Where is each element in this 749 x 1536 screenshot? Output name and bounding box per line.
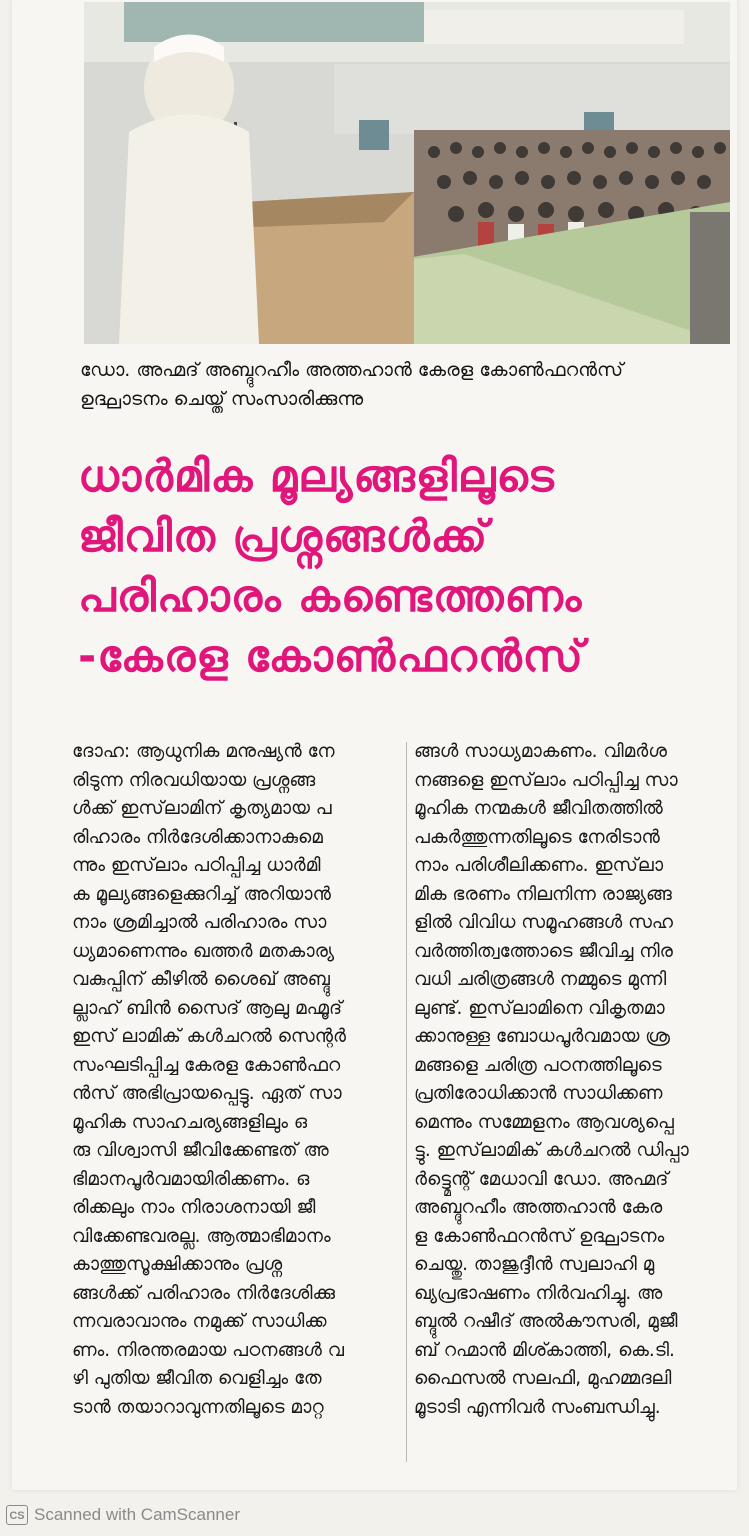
article-column-right (414, 738, 744, 1422)
right-column-line: അബ്ദുറഹീം അത്തഹാൻ കേര (414, 1197, 663, 1218)
article-column-left (72, 738, 400, 1422)
left-column-line: ങ്ങൾക്ക് പരിഹാരം നിർദേശിക്കു (72, 1282, 335, 1304)
left-column-line: ഇസ് ലാമിക് കൾചറൽ സെന്റർ (72, 1026, 346, 1047)
column-divider (406, 742, 407, 1462)
right-column-line: വർത്തിത്വത്തോടെ ജീവിച്ച നിര (414, 940, 673, 962)
camscanner-logo-icon: CS (6, 1505, 28, 1525)
right-column-line: ബ്ദുൽ റഷീദ് അൽകൗസരി, മുജീ (414, 1311, 678, 1332)
scanner-watermark (6, 1505, 240, 1525)
left-column-line: ല്ലാഹ് ബിൻ സൈദ് ആലു മഹ്മൂദ് (72, 997, 343, 1019)
right-column-line: ലുണ്ട്. ഇസ്‌ലാമിനെ വികൃതമാ (414, 997, 665, 1019)
conference-photo (84, 2, 730, 344)
right-column-line: മൂഹിക നന്മകൾ ജീവിതത്തിൽ (414, 798, 663, 819)
headline-line-1: ധാർമിക മൂല്യങ്ങളിലൂടെ (78, 451, 555, 502)
left-column-line: ന്നവരാവാനും നമുക്ക് സാധിക്ക (72, 1311, 327, 1332)
headline (78, 447, 738, 687)
photo-illustration (84, 2, 730, 344)
caption-line-1: ഡോ. അഹ്മദ് അബ്ദുറഹീം അത്തഹാൻ കേരള കോൺഫറൻസ് (80, 359, 624, 381)
right-column-line: പകർത്തുന്നതിലൂടെ നേരിടാൻ (414, 826, 660, 848)
right-column-line: ഫൈസൽ സലഫി, മുഹമ്മദലി (414, 1368, 672, 1389)
left-column-line: ഭിമാനപൂർവമായിരിക്കണം. ഒ (72, 1168, 310, 1190)
left-column-line: രിക്കലും നാം നിരാശനായി ജീ (72, 1197, 316, 1218)
right-column-line: മെന്നും സമ്മേളനം ആവശ്യപ്പെ (414, 1111, 674, 1133)
left-column-line: രിഹാരം നിർദേശിക്കാനാകുമെ (72, 826, 323, 848)
left-column-line: ധ്യമാണെന്നും ഖത്തർ മതകാര്യ (72, 940, 335, 962)
left-column-line: ണം. നിരന്തരമായ പഠനങ്ങൾ വ (72, 1339, 344, 1361)
right-column-line: മങ്ങളെ ചരിത്ര പഠനത്തിലൂടെ (414, 1054, 662, 1076)
left-column-line: കാത്തുസൂക്ഷിക്കാനും പ്രശ്ന (72, 1254, 283, 1275)
left-column-line: ടാൻ തയാറാവുന്നതിലൂടെ മാറ്റ (72, 1396, 324, 1418)
right-column-line: വധി ചരിത്രങ്ങൾ നമ്മുടെ മുന്നി (414, 969, 667, 990)
left-column-line: രു വിശ്വാസി ജീവിക്കേണ്ടത് അ (72, 1140, 329, 1161)
photo-caption (80, 356, 730, 414)
left-column-line: ദോഹ: ആധുനിക മനുഷ്യൻ നേ (72, 741, 335, 762)
left-column-line: രിടുന്ന നിരവധിയായ പ്രശ്നങ്ങ (72, 769, 316, 791)
left-column-line: ക മൂല്യങ്ങളെക്കുറിച്ച് അറിയാൻ (72, 883, 331, 905)
headline-line-3: പരിഹാരം കണ്ടെത്തണം (78, 571, 583, 622)
right-column-line: ർട്ട്മെന്റ് മേധാവി ഡോ. അഹ്മദ് (414, 1168, 669, 1190)
caption-line-2: ഉദ്ഘാടനം ചെയ്ത് സംസാരിക്കുന്നു (80, 388, 364, 410)
left-column-line: സംഘടിപ്പിച്ച കേരള കോൺഫറ (72, 1054, 341, 1076)
right-column-line: പ്രതിരോധിക്കാൻ സാധിക്കണ (414, 1083, 663, 1104)
right-column-line: ക്കാനുള്ള ബോധപൂർവമായ ശ്ര (414, 1026, 671, 1047)
left-column-line: മൂഹിക സാഹചര്യങ്ങളിലും ഒ (72, 1111, 308, 1133)
right-column-line: ബ് റഹ്മാൻ മിശ്കാത്തി, കെ.ടി. (414, 1339, 675, 1361)
headline-line-4: -കേരള കോൺഫറൻസ് (78, 631, 584, 682)
right-column-line: നങ്ങളെ ഇസ്‌ലാം പഠിപ്പിച്ച സാ (414, 769, 678, 791)
left-column-line: വകുപ്പിന് കീഴിൽ ശൈഖ് അബ്ദു (72, 969, 330, 990)
right-column-line: ള കോൺഫറൻസ് ഉദ്ഘാടനം (414, 1225, 665, 1247)
left-column-line: ൾക്ക് ഇസ്‌ലാമിന് കൃത്യമായ പ (72, 798, 332, 819)
left-column-line: ന്നും ഇസ്‌ലാം പഠിപ്പിച്ച ധാർമി (72, 855, 321, 876)
left-column-line: ൻസ് അഭിപ്രായപ്പെട്ടു. ഏത് സാ (72, 1083, 342, 1104)
watermark-text: Scanned with CamScanner (34, 1505, 241, 1524)
right-column-line: മിക ഭരണം നിലനിന്ന രാജ്യങ്ങ (414, 883, 672, 905)
right-column-line: ഖ്യപ്രഭാഷണം നിർവഹിച്ചു. അ (414, 1282, 663, 1304)
right-column-line: ട്ടു. ഇസ്‌ലാമിക് കൾചറൽ ഡിപ്പാ (414, 1140, 689, 1161)
right-column-line: ചെയ്തു. താജുദ്ദീൻ സ്വലാഹി മു (414, 1254, 655, 1275)
right-column-line: നാം പരിശീലിക്കണം. ഇസ്‌ലാ (414, 855, 664, 876)
headline-line-2: ജീവിത പ്രശ്നങ്ങൾക്ക് (78, 511, 489, 562)
left-column-line: നാം ശ്രമിച്ചാൽ പരിഹാരം സാ (72, 912, 327, 933)
left-column-line: ഴി പുതിയ ജീവിത വെളിച്ചം തേ (72, 1368, 322, 1389)
right-column-line: ളിൽ വിവിധ സമൂഹങ്ങൾ സഹ (414, 912, 674, 933)
left-column-line: വിക്കേണ്ടവരല്ല. ആത്മാഭിമാനം (72, 1225, 331, 1247)
newspaper-clipping (12, 0, 737, 1490)
right-column-line: ങ്ങൾ സാധ്യമാകണം. വിമർശ (414, 741, 667, 762)
right-column-line: മൂടാടി എന്നിവർ സംബന്ധിച്ചു. (414, 1396, 661, 1418)
